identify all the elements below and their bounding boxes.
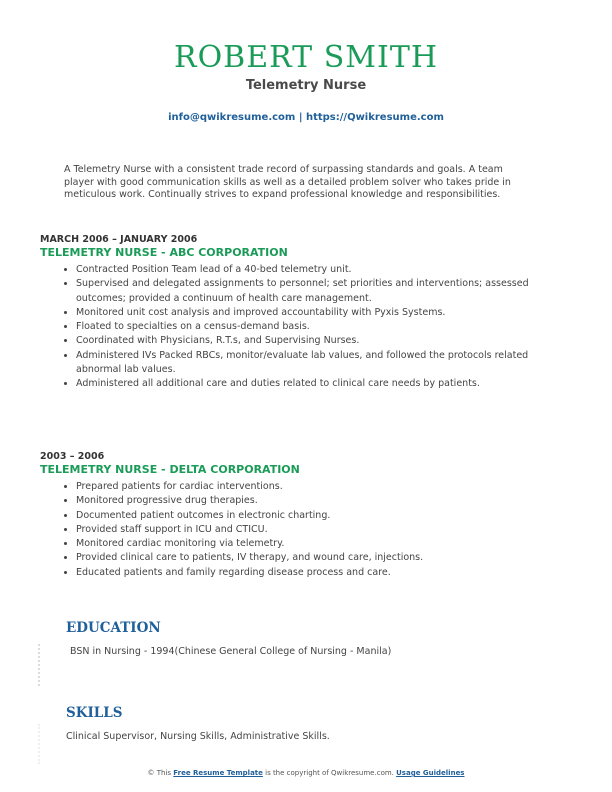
skills-divider	[38, 724, 40, 764]
education-heading: EDUCATION	[66, 620, 161, 636]
free-resume-template-link[interactable]: Free Resume Template	[173, 769, 263, 777]
summary-paragraph: A Telemetry Nurse with a consistent trade record of surpassing standards and goals. A team player with good communication skills as well as a detailed problem solver who takes pride in meticulous work. Continually strives to expand professional knowledge and responsibilities.	[64, 164, 511, 200]
skills-heading: SKILLS	[66, 705, 123, 721]
list-item: • Provided clinical care to patients, IV therapy, and wound care, injections.	[76, 551, 546, 565]
list-item: • Monitored progressive drug therapies.	[76, 494, 546, 508]
email-link[interactable]: info@qwikresume.com	[168, 112, 296, 123]
education-entry: BSN in Nursing - 1994(Chinese General College of Nursing - Manila)	[70, 646, 392, 657]
list-item: • Documented patient outcomes in electronic charting.	[76, 509, 546, 523]
job-2-bullets	[58, 480, 546, 580]
list-item: • Monitored cardiac monitoring via telemetry.	[76, 537, 546, 551]
website-link[interactable]: https://Qwikresume.com	[305, 112, 444, 123]
list-item: • Contracted Position Team lead of a 40-bed telemetry unit.	[76, 263, 546, 277]
candidate-name: ROBERT SMITH	[173, 40, 439, 75]
list-item: • Prepared patients for cardiac interventions.	[76, 480, 546, 494]
skills-text: Clinical Supervisor, Nursing Skills, Administrative Skills.	[66, 731, 330, 742]
list-item: • Provided staff support in ICU and CTICU.	[76, 523, 546, 537]
contact-separator: |	[298, 112, 303, 123]
job-1-bullets	[58, 263, 546, 392]
list-item: • Administered all additional care and duties related to clinical care needs by patients.	[76, 377, 546, 391]
list-item: • Monitored unit cost analysis and improved accountability with Pyxis Systems.	[76, 306, 546, 320]
contact-line	[0, 112, 612, 123]
list-item: • Coordinated with Physicians, R.T.s, and Supervising Nurses.	[76, 334, 546, 348]
footer	[0, 769, 612, 777]
education-divider	[38, 644, 40, 686]
list-item: • Educated patients and family regarding disease process and care.	[76, 566, 546, 580]
list-item: • Administered IVs Packed RBCs, monitor/evaluate lab values, and followed the protocols related abnormal lab values.	[76, 349, 546, 378]
footer-copyright-text: is the copyright of Qwikresume.com.	[265, 769, 394, 777]
usage-guidelines-link[interactable]: Usage Guidelines	[396, 769, 465, 777]
job-1-dates: MARCH 2006 – JANUARY 2006	[40, 234, 198, 245]
footer-prefix: © This	[147, 769, 172, 777]
job-title: Telemetry Nurse	[245, 78, 367, 93]
job-2-dates: 2003 – 2006	[40, 451, 105, 462]
job-1-position: TELEMETRY NURSE - ABC CORPORATION	[40, 246, 288, 259]
list-item: • Supervised and delegated assignments to personnel; set priorities and interventions; assessed outcomes; provided a continuum of health care management.	[76, 277, 546, 306]
job-2-position: TELEMETRY NURSE - DELTA CORPORATION	[40, 463, 300, 476]
list-item: • Floated to specialties on a census-demand basis.	[76, 320, 546, 334]
